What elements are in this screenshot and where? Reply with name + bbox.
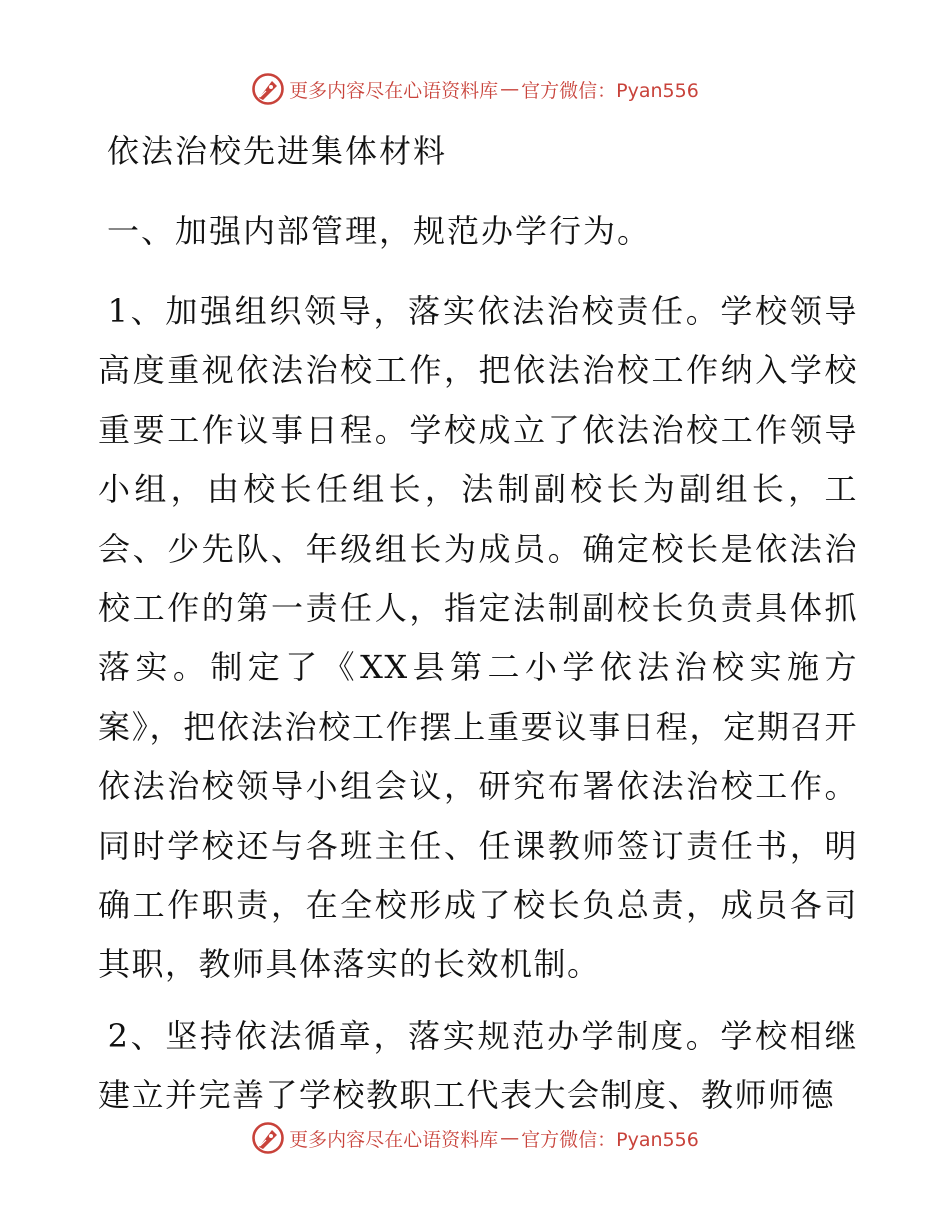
watermark-text: 更多内容尽在心语资料库 xyxy=(289,1128,499,1151)
watermark-wechat: 官方微信：Pyan556 xyxy=(521,1128,699,1151)
document-title: 依法治校先进集体材料 xyxy=(107,132,448,170)
pen-nib-logo-icon xyxy=(251,72,285,106)
paragraph-1: 1、加强组织领导，落实依法治校责任。学校领导高度重视依法治校工作，把依法治校工作纳入学校重要工作议事日程。学校成立了依法治校工作领导小组，由校长任组长，法制副校长为副组长，工会、少先队、年级组长为成员。确定校长是依法治校工作的第一责任人，指定法制副校长负责具体抓落实。制定了《XX县第二小学依法治校实施方案》，把依法治校工作摆上重要议事日程，定期召开依法治校领导小组会议，研究布署依法治校工作。同时学校还与各班主任、任课教师签订责任书，明确工作职责，在全校形成了校长负总责，成员各司其职，教师具体落实的长效机制。 xyxy=(98,292,858,984)
document-body xyxy=(98,122,858,1126)
section-heading: 一、加强内部管理，规范办学行为。 xyxy=(107,212,652,250)
watermark-text: 更多内容尽在心语资料库 xyxy=(289,79,499,102)
watermark-footer xyxy=(0,1118,950,1158)
watermark-header xyxy=(0,69,950,109)
watermark-dash: — xyxy=(500,78,520,100)
paragraph-2: 2、坚持依法循章，落实规范办学制度。学校相继建立并完善了学校教职工代表大会制度、教师师德 xyxy=(98,1016,858,1115)
watermark-dash: — xyxy=(500,1127,520,1149)
watermark-wechat: 官方微信：Pyan556 xyxy=(521,79,699,102)
pen-nib-logo-icon xyxy=(251,1121,285,1155)
